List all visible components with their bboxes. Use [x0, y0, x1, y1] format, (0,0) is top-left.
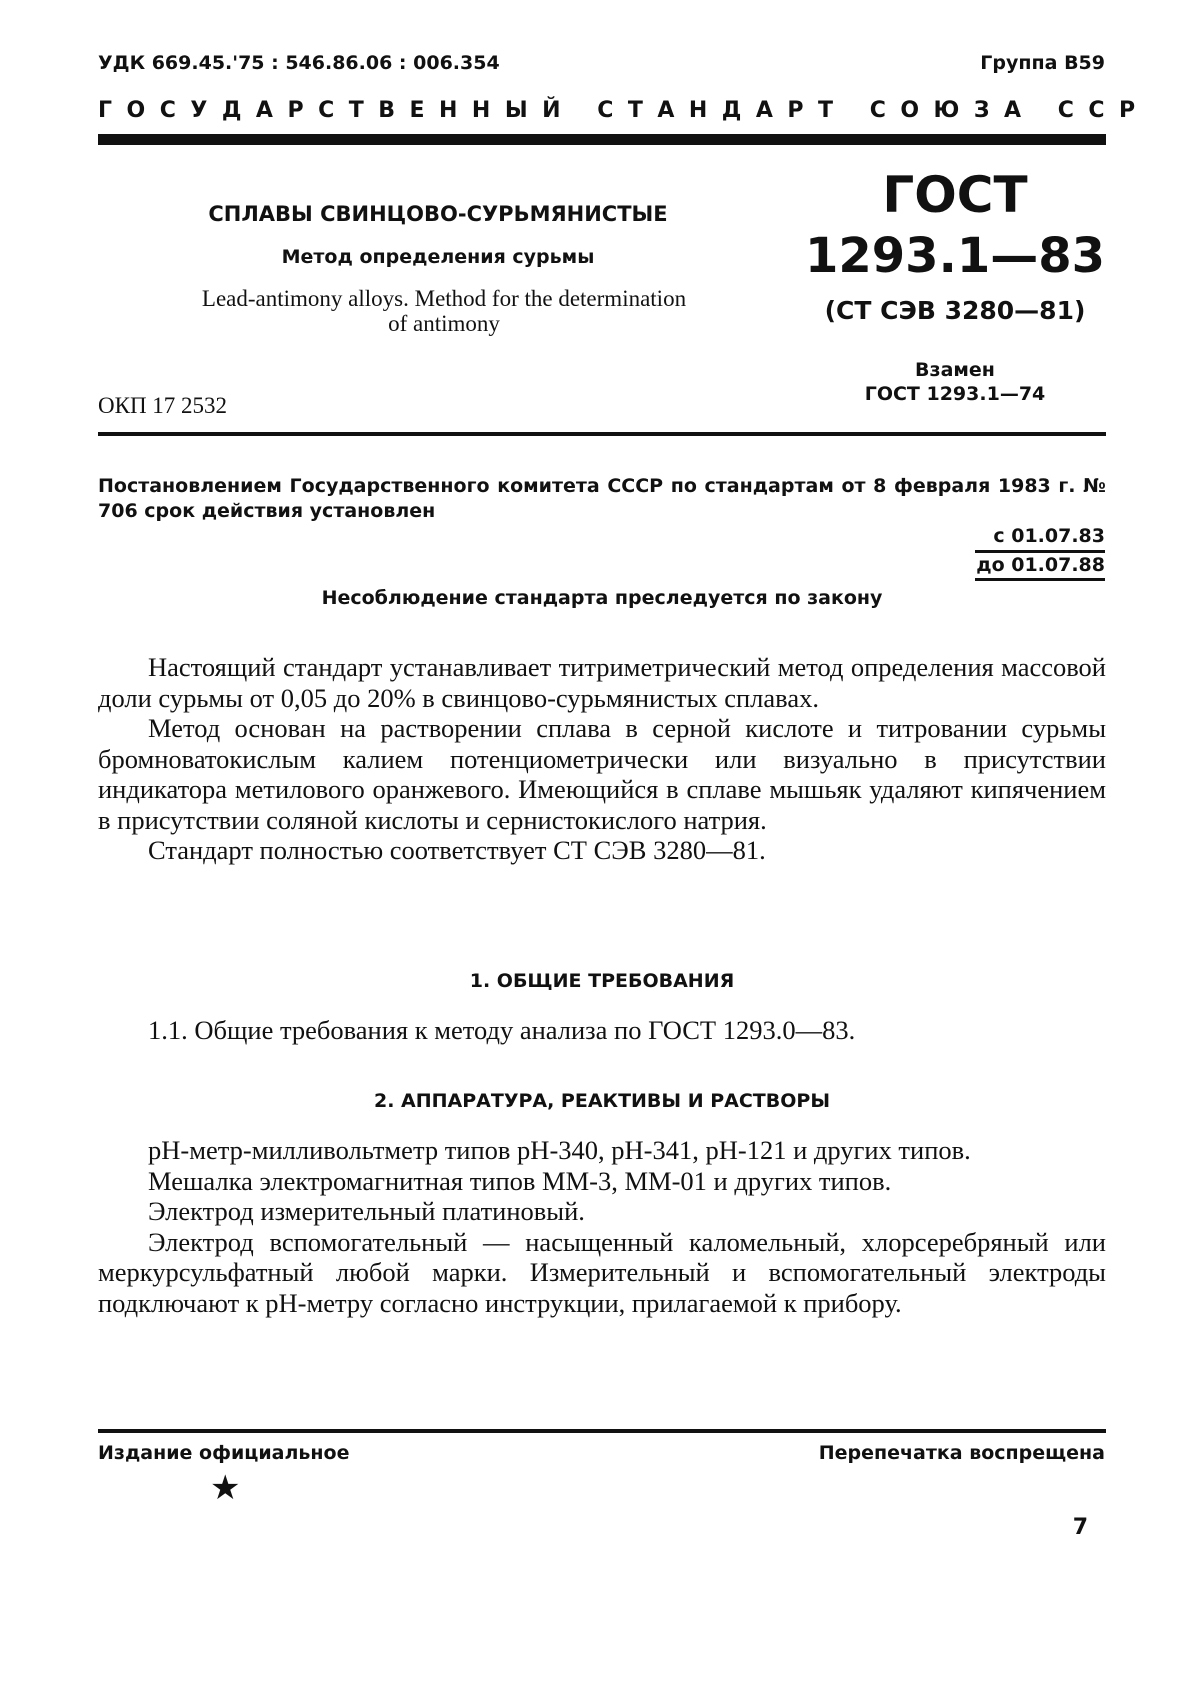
replaces-label: Взамен	[915, 359, 995, 381]
state-standard-banner: ГОСУДАРСТВЕННЫЙ СТАНДАРТ СОЮЗА ССР	[98, 98, 1150, 123]
date-to-underline	[975, 578, 1105, 581]
section-2-paragraph-3: Электрод измерительный платиновый.	[148, 1196, 585, 1226]
title-ru: СПЛАВЫ СВИНЦОВО-СУРЬМЯНИСТЫЕ	[208, 202, 668, 226]
section-2-text	[98, 1135, 1106, 1318]
intro-paragraph-3: Стандарт полностью соответствует СТ СЭВ 3280—81.	[148, 835, 766, 865]
date-from: с 01.07.83	[993, 525, 1105, 547]
okp-code: ОКП 17 2532	[98, 393, 228, 418]
title-rule	[98, 432, 1106, 436]
edition-label: Издание официальное	[98, 1442, 350, 1464]
title-en-line1: Lead-antimony alloys. Method for the determination	[201, 286, 687, 311]
date-from-underline	[975, 550, 1105, 553]
reprint-notice: Перепечатка воспрещена	[818, 1442, 1105, 1464]
subtitle-ru: Метод определения сурьмы	[281, 246, 595, 268]
section-2-heading: 2. АППАРАТУРА, РЕАКТИВЫ И РАСТВОРЫ	[373, 1090, 831, 1112]
group-code: Группа В59	[980, 52, 1105, 74]
decree-text: Постановлением Государственного комитета СССР по стандартам от 8 февраля 1983 г. № 706 срок действия установлен	[98, 475, 1106, 522]
header-rule	[98, 134, 1106, 145]
replaces-standard: ГОСТ 1293.1—74	[864, 383, 1046, 405]
section-2-paragraph-4: Электрод вспомогательный — насыщенный каломельный, хлорсеребряный или меркурсульфатный любой марки. Измерительный и вспомогательный электроды подключают к pH-метру согласно инструкции, прилагаемой к прибору.	[98, 1226, 1106, 1318]
star-icon: ★	[210, 1468, 241, 1508]
footer-rule	[98, 1429, 1106, 1433]
legal-warning: Несоблюдение стандарта преследуется по закону	[321, 587, 883, 609]
section-1-text	[98, 1015, 1106, 1046]
intro-paragraph-1: Настоящий стандарт устанавливает титриметрический метод определения массовой доли сурьмы от 0,05 до 20% в свинцово-сурьмянистых сплавах.	[98, 652, 1106, 713]
page-number: 7	[1072, 1515, 1088, 1540]
section-1-paragraph-1: 1.1. Общие требования к методу анализа по ГОСТ 1293.0—83.	[148, 1015, 856, 1045]
title-en-line2: of antimony	[388, 311, 500, 336]
udk-code: УДК 669.45.'75 : 546.86.06 : 006.354	[98, 52, 500, 74]
section-2-paragraph-2: Мешалка электромагнитная типов ММ-3, ММ-01 и других типов.	[148, 1165, 892, 1196]
date-to: до 01.07.88	[976, 554, 1105, 576]
gost-label: ГОСТ	[882, 166, 1028, 224]
st-sev-number: (СТ СЭВ 3280—81)	[824, 296, 1086, 325]
intro-text	[98, 652, 1106, 866]
section-1-heading: 1. ОБЩИЕ ТРЕБОВАНИЯ	[469, 970, 735, 992]
section-2-paragraph-1: pH-метр-милливольтметр типов рН-340, рН-341, рН-121 и других типов.	[148, 1135, 971, 1165]
replaces-block	[790, 358, 1120, 406]
title-en	[120, 286, 768, 336]
gost-number: 1293.1—83	[804, 228, 1106, 284]
intro-paragraph-2: Метод основан на растворении сплава в серной кислоте и титровании сурьмы бромноватокислым калием потенциометрически или визуально в присутствии индикатора метилового оранжевого. Имеющийся в сплаве мышьяк удаляют кипячением в присутствии соляной кислоты и сернистокислого натрия.	[98, 713, 1106, 835]
